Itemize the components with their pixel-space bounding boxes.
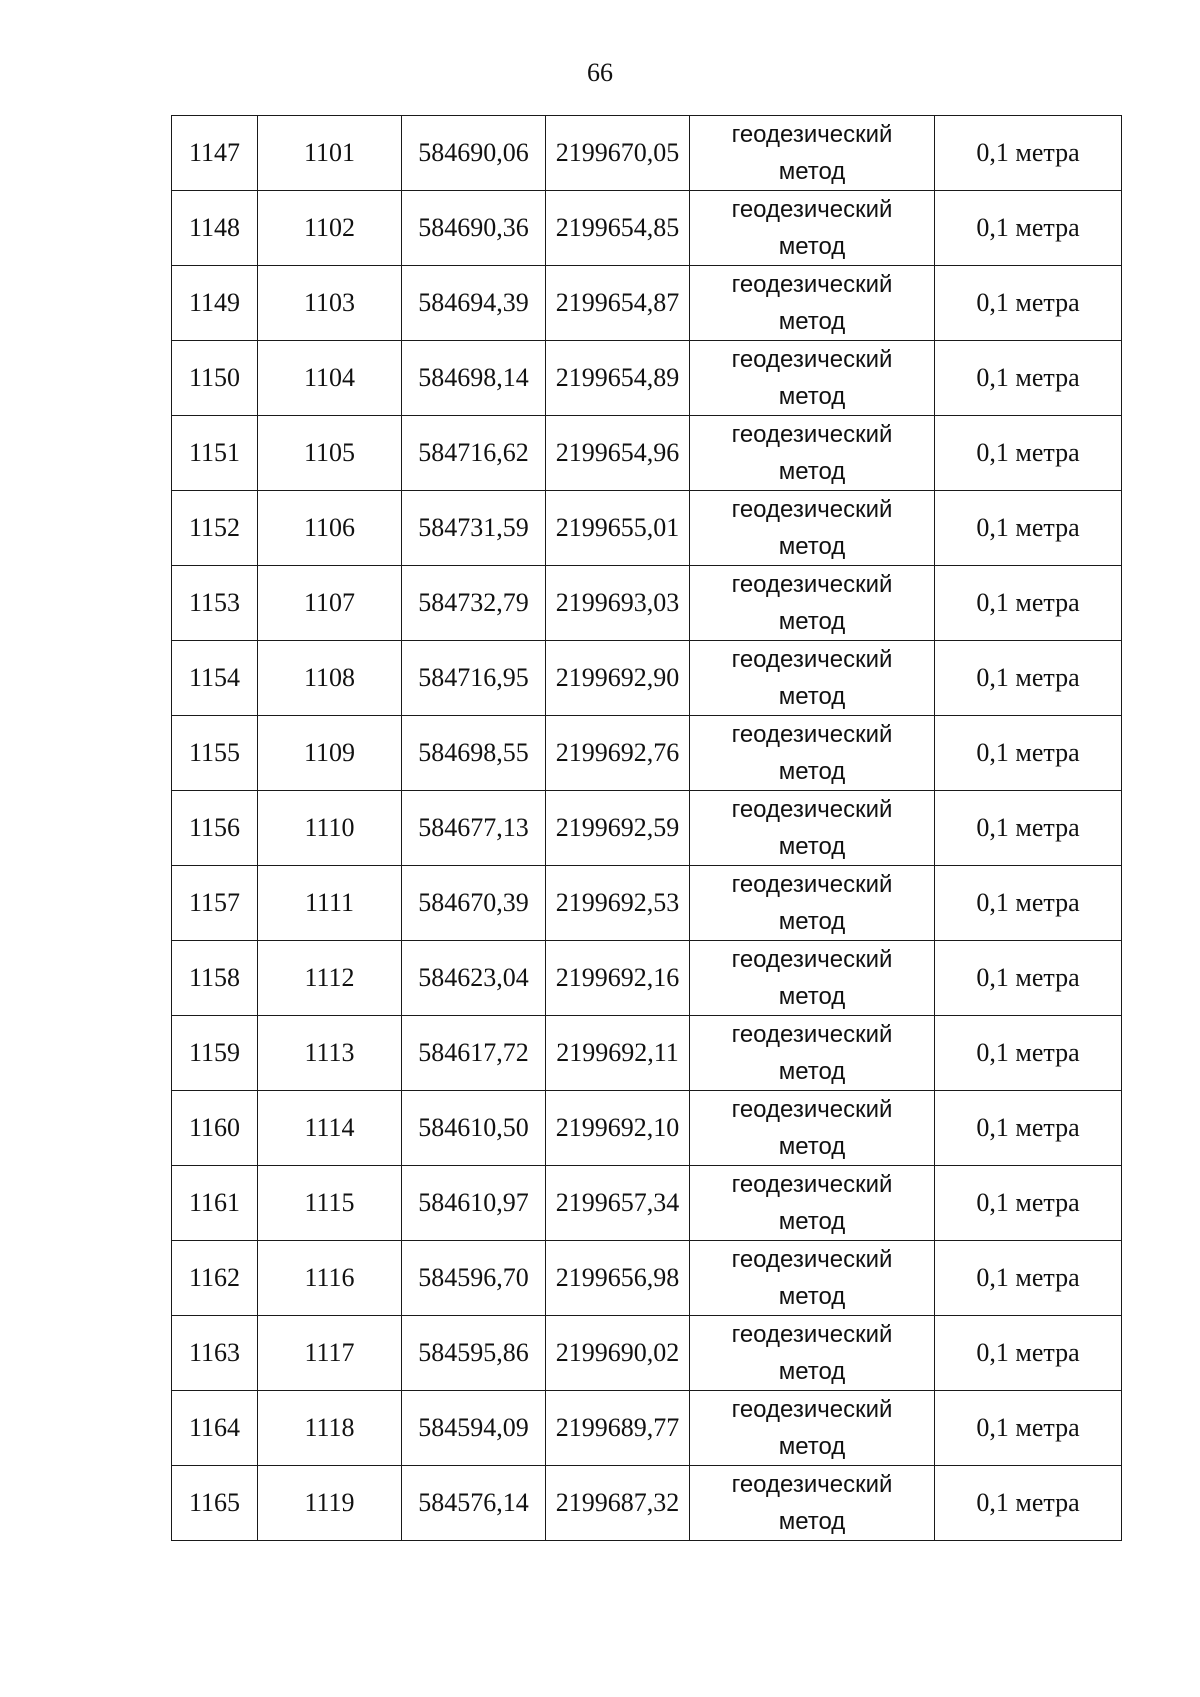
cell-point-index: 1119 [258,1466,402,1541]
method-text: метод [778,308,846,335]
method-text: метод [778,1208,846,1235]
cell-accuracy: 0,1 метра [935,1166,1122,1241]
cell-point-index: 1114 [258,1091,402,1166]
cell-point-number: 1164 [172,1391,258,1466]
cell-method [690,941,935,1016]
table-row [172,716,1122,791]
cell-accuracy: 0,1 метра [935,941,1122,1016]
cell-coordinate-y: 2199654,87 [546,266,690,341]
cell-method [690,341,935,416]
method-text: метод [778,1283,846,1310]
method-text: геодезический [731,721,893,748]
method-text: геодезический [731,196,893,223]
cell-coordinate-x: 584716,62 [402,416,546,491]
cell-point-index: 1115 [258,1166,402,1241]
cell-accuracy: 0,1 метра [935,641,1122,716]
cell-method [690,491,935,566]
cell-point-number: 1159 [172,1016,258,1091]
method-text: метод [778,533,846,560]
cell-point-number: 1154 [172,641,258,716]
cell-accuracy: 0,1 метра [935,1466,1122,1541]
method-text: геодезический [731,271,893,298]
cell-method [690,416,935,491]
cell-point-index: 1104 [258,341,402,416]
cell-point-index: 1108 [258,641,402,716]
cell-coordinate-x: 584670,39 [402,866,546,941]
cell-accuracy: 0,1 метра [935,191,1122,266]
cell-coordinate-x: 584677,13 [402,791,546,866]
cell-coordinate-x: 584610,50 [402,1091,546,1166]
cell-accuracy: 0,1 метра [935,266,1122,341]
cell-point-number: 1160 [172,1091,258,1166]
method-text: геодезический [731,346,893,373]
table-row [172,1466,1122,1541]
method-text: метод [778,1058,846,1085]
method-text: метод [778,758,846,785]
cell-method [690,566,935,641]
cell-accuracy: 0,1 метра [935,116,1122,191]
cell-point-number: 1163 [172,1316,258,1391]
cell-coordinate-x: 584731,59 [402,491,546,566]
cell-coordinate-y: 2199692,11 [546,1016,690,1091]
cell-coordinate-x: 584596,70 [402,1241,546,1316]
method-text: геодезический [731,646,893,673]
table-row [172,416,1122,491]
cell-accuracy: 0,1 метра [935,566,1122,641]
page-number: 66 [587,58,613,87]
table-row [172,866,1122,941]
table-row [172,116,1122,191]
cell-accuracy: 0,1 метра [935,1016,1122,1091]
cell-coordinate-x: 584576,14 [402,1466,546,1541]
cell-coordinate-x: 584690,06 [402,116,546,191]
cell-accuracy: 0,1 метра [935,416,1122,491]
table-row [172,341,1122,416]
cell-point-index: 1106 [258,491,402,566]
cell-coordinate-x: 584694,39 [402,266,546,341]
method-text: метод [778,983,846,1010]
cell-coordinate-y: 2199657,34 [546,1166,690,1241]
cell-coordinate-y: 2199656,98 [546,1241,690,1316]
cell-coordinate-y: 2199670,05 [546,116,690,191]
cell-coordinate-y: 2199692,16 [546,941,690,1016]
table-row [172,641,1122,716]
cell-accuracy: 0,1 метра [935,1241,1122,1316]
coordinates-table [171,115,1122,1541]
cell-coordinate-y: 2199687,32 [546,1466,690,1541]
cell-point-number: 1153 [172,566,258,641]
table-row [172,1316,1122,1391]
cell-coordinate-y: 2199654,89 [546,341,690,416]
table-row [172,266,1122,341]
method-text: метод [778,1508,846,1535]
method-text: геодезический [731,571,893,598]
cell-coordinate-y: 2199690,02 [546,1316,690,1391]
method-text: метод [778,383,846,410]
cell-accuracy: 0,1 метра [935,716,1122,791]
cell-point-number: 1155 [172,716,258,791]
method-text: геодезический [731,421,893,448]
cell-coordinate-x: 584732,79 [402,566,546,641]
cell-accuracy: 0,1 метра [935,1316,1122,1391]
cell-accuracy: 0,1 метра [935,341,1122,416]
cell-coordinate-x: 584716,95 [402,641,546,716]
cell-point-number: 1147 [172,116,258,191]
method-text: метод [778,458,846,485]
table-row [172,791,1122,866]
cell-point-index: 1102 [258,191,402,266]
cell-point-number: 1165 [172,1466,258,1541]
cell-coordinate-x: 584595,86 [402,1316,546,1391]
cell-method [690,866,935,941]
cell-method [690,191,935,266]
cell-point-index: 1112 [258,941,402,1016]
table-row [172,941,1122,1016]
method-text: метод [778,683,846,710]
cell-point-index: 1117 [258,1316,402,1391]
method-text: геодезический [731,1096,893,1123]
method-text: геодезический [731,121,893,148]
table-row [172,1241,1122,1316]
cell-coordinate-x: 584698,14 [402,341,546,416]
cell-coordinate-x: 584610,97 [402,1166,546,1241]
cell-coordinate-y: 2199692,10 [546,1091,690,1166]
cell-point-number: 1151 [172,416,258,491]
cell-method [690,116,935,191]
method-text: геодезический [731,1471,893,1498]
cell-point-number: 1156 [172,791,258,866]
table-row [172,1166,1122,1241]
cell-point-index: 1113 [258,1016,402,1091]
cell-point-index: 1109 [258,716,402,791]
cell-point-number: 1152 [172,491,258,566]
table-row [172,1091,1122,1166]
cell-method [690,1091,935,1166]
cell-coordinate-y: 2199654,85 [546,191,690,266]
cell-coordinate-y: 2199689,77 [546,1391,690,1466]
table-row [172,1391,1122,1466]
cell-point-number: 1158 [172,941,258,1016]
cell-accuracy: 0,1 метра [935,1391,1122,1466]
method-text: геодезический [731,871,893,898]
cell-accuracy: 0,1 метра [935,791,1122,866]
cell-coordinate-y: 2199655,01 [546,491,690,566]
method-text: геодезический [731,1321,893,1348]
method-text: метод [778,908,846,935]
cell-coordinate-y: 2199692,53 [546,866,690,941]
cell-point-number: 1162 [172,1241,258,1316]
cell-coordinate-x: 584594,09 [402,1391,546,1466]
coordinates-table-body [172,116,1122,1541]
cell-method [690,641,935,716]
table-row [172,491,1122,566]
cell-accuracy: 0,1 метра [935,866,1122,941]
cell-method [690,1316,935,1391]
method-text: метод [778,233,846,260]
cell-accuracy: 0,1 метра [935,1091,1122,1166]
cell-point-number: 1148 [172,191,258,266]
method-text: метод [778,1433,846,1460]
method-text: метод [778,1358,846,1385]
method-text: геодезический [731,946,893,973]
cell-point-number: 1157 [172,866,258,941]
cell-point-index: 1105 [258,416,402,491]
table-row [172,566,1122,641]
method-text: геодезический [731,1246,893,1273]
cell-method [690,1241,935,1316]
method-text: метод [778,1133,846,1160]
method-text: геодезический [731,796,893,823]
cell-method [690,1391,935,1466]
cell-coordinate-x: 584690,36 [402,191,546,266]
cell-point-index: 1118 [258,1391,402,1466]
table-row [172,191,1122,266]
method-text: метод [778,608,846,635]
cell-coordinate-x: 584623,04 [402,941,546,1016]
cell-point-number: 1149 [172,266,258,341]
cell-coordinate-y: 2199692,76 [546,716,690,791]
cell-point-index: 1111 [258,866,402,941]
cell-coordinate-x: 584698,55 [402,716,546,791]
cell-accuracy: 0,1 метра [935,491,1122,566]
cell-method [690,716,935,791]
cell-point-number: 1150 [172,341,258,416]
cell-point-index: 1110 [258,791,402,866]
method-text: геодезический [731,1171,893,1198]
cell-method [690,266,935,341]
cell-method [690,1166,935,1241]
table-row [172,1016,1122,1091]
cell-point-index: 1101 [258,116,402,191]
cell-coordinate-y: 2199693,03 [546,566,690,641]
cell-coordinate-y: 2199654,96 [546,416,690,491]
cell-point-number: 1161 [172,1166,258,1241]
cell-coordinate-y: 2199692,59 [546,791,690,866]
method-text: метод [778,158,846,185]
cell-point-index: 1116 [258,1241,402,1316]
method-text: метод [778,833,846,860]
cell-method [690,791,935,866]
method-text: геодезический [731,1021,893,1048]
cell-coordinate-x: 584617,72 [402,1016,546,1091]
cell-method [690,1016,935,1091]
method-text: геодезический [731,496,893,523]
cell-method [690,1466,935,1541]
cell-coordinate-y: 2199692,90 [546,641,690,716]
method-text: геодезический [731,1396,893,1423]
cell-point-index: 1103 [258,266,402,341]
cell-point-index: 1107 [258,566,402,641]
